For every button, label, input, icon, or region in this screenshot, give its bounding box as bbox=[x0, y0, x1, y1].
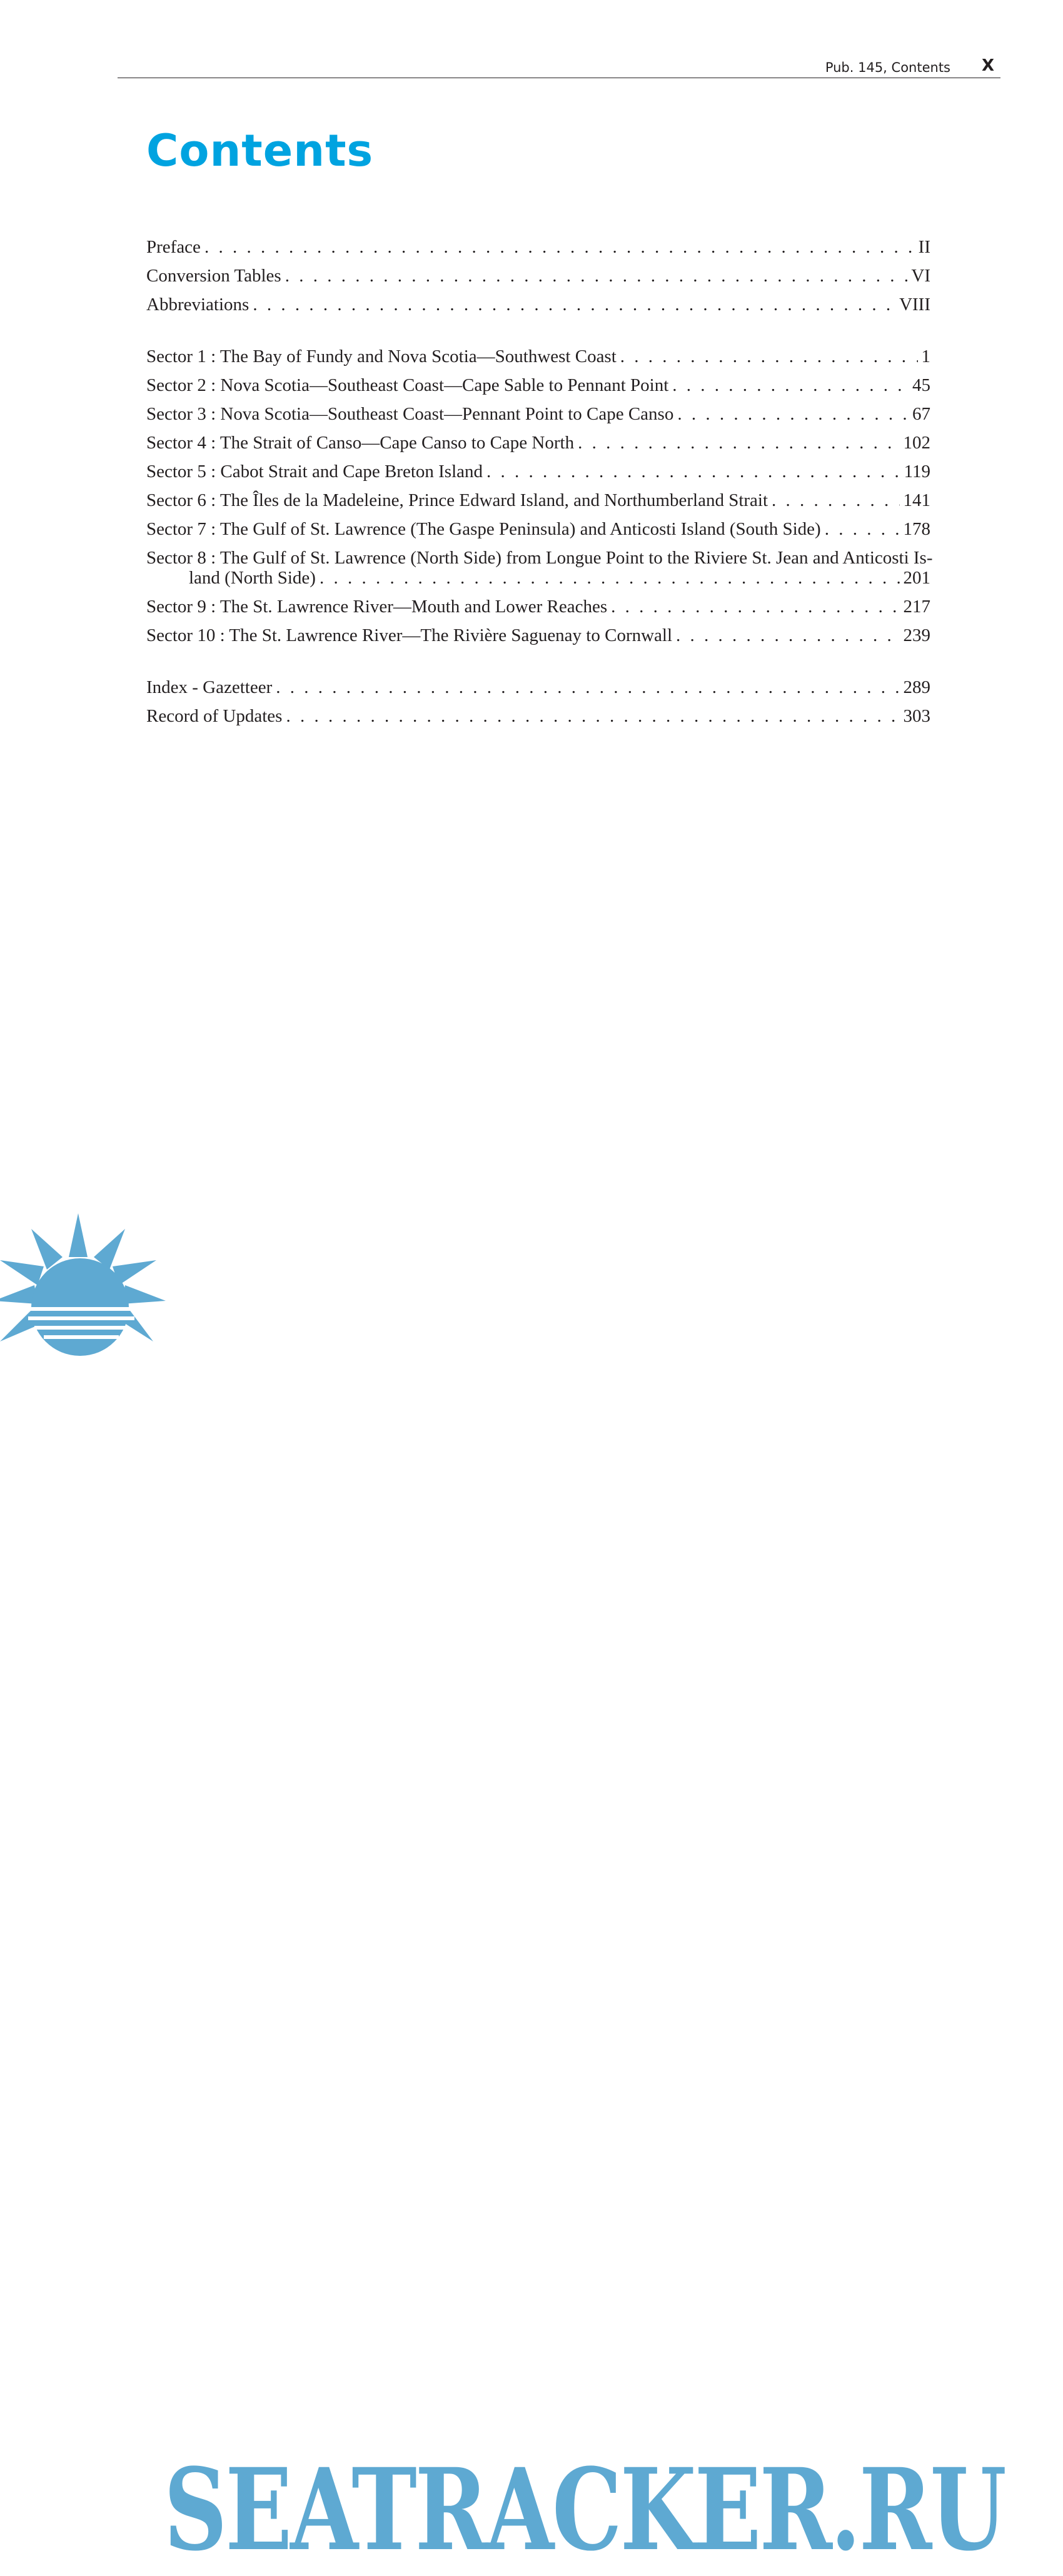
dot-leader bbox=[772, 486, 899, 515]
toc-label: Record of Updates bbox=[146, 706, 283, 726]
toc-entry-sector-9[interactable] bbox=[146, 592, 930, 621]
toc-sectors bbox=[146, 342, 933, 650]
toc-entry-abbreviations[interactable] bbox=[146, 290, 930, 319]
table-of-contents bbox=[146, 233, 933, 754]
toc-label-line-2 bbox=[146, 568, 930, 588]
dot-leader bbox=[677, 400, 909, 428]
toc-entry-sector-3[interactable] bbox=[146, 400, 930, 428]
toc-page: 45 bbox=[912, 375, 930, 395]
toc-page: 217 bbox=[903, 597, 930, 617]
toc-label: Sector 4 : The Strait of Canso—Cape Canso to Cape North bbox=[146, 433, 575, 453]
toc-page: 289 bbox=[903, 677, 930, 697]
toc-entry-record-of-updates[interactable] bbox=[146, 702, 930, 730]
dot-leader bbox=[578, 428, 899, 457]
dot-leader bbox=[253, 290, 895, 319]
toc-page: VI bbox=[911, 266, 930, 286]
toc-label: Sector 9 : The St. Lawrence River—Mouth and Lower Reaches bbox=[146, 597, 608, 617]
toc-page: 102 bbox=[903, 433, 930, 453]
toc-page: II bbox=[918, 237, 930, 257]
toc-entry-index[interactable] bbox=[146, 673, 930, 702]
sun-logo-icon bbox=[0, 1213, 169, 1376]
dot-leader bbox=[320, 568, 900, 588]
page-title: Contents bbox=[146, 125, 374, 176]
dot-leader bbox=[672, 371, 909, 400]
dot-leader bbox=[676, 621, 899, 650]
toc-entry-conversion-tables[interactable] bbox=[146, 261, 930, 290]
dot-leader bbox=[620, 342, 918, 371]
dot-leader bbox=[486, 457, 900, 486]
running-header bbox=[118, 58, 1000, 78]
toc-page: 303 bbox=[903, 706, 930, 726]
header-page-number: X bbox=[981, 56, 994, 75]
toc-label: Abbreviations bbox=[146, 295, 249, 315]
toc-entry-sector-1[interactable] bbox=[146, 342, 930, 371]
watermark bbox=[0, 1213, 1063, 2576]
toc-entry-preface[interactable] bbox=[146, 233, 930, 261]
toc-page: 67 bbox=[912, 404, 930, 424]
toc-front-matter bbox=[146, 233, 930, 319]
toc-page: 178 bbox=[903, 519, 930, 539]
toc-label: Sector 3 : Nova Scotia—Southeast Coast—Pennant Point to Cape Canso bbox=[146, 404, 674, 424]
toc-entry-sector-8[interactable] bbox=[146, 548, 933, 588]
dot-leader bbox=[276, 673, 899, 702]
toc-page: 1 bbox=[921, 346, 930, 366]
header-title: Pub. 145, Contents bbox=[825, 60, 950, 75]
toc-label: land (North Side) bbox=[189, 568, 316, 588]
toc-label: Sector 6 : The Îles de la Madeleine, Prince Edward Island, and Northumberland Strait bbox=[146, 490, 768, 510]
toc-label: Sector 10 : The St. Lawrence River—The Rivière Saguenay to Cornwall bbox=[146, 625, 673, 645]
toc-entry-sector-2[interactable] bbox=[146, 371, 930, 400]
toc-label: Sector 7 : The Gulf of St. Lawrence (The Gaspe Peninsula) and Anticosti Island (South Side) bbox=[146, 519, 821, 539]
toc-entry-sector-10[interactable] bbox=[146, 621, 930, 650]
watermark-text: SEATRACKER.RU bbox=[164, 2444, 1005, 2576]
dot-leader bbox=[286, 702, 899, 730]
toc-label-line-1: Sector 8 : The Gulf of St. Lawrence (North Side) from Longue Point to the Riviere St. Jean and Anticosti Is- bbox=[146, 548, 933, 568]
toc-label: Preface bbox=[146, 237, 201, 257]
toc-page: 119 bbox=[904, 462, 930, 482]
toc-entry-sector-7[interactable] bbox=[146, 515, 930, 543]
toc-page: 201 bbox=[903, 568, 930, 588]
toc-label: Sector 5 : Cabot Strait and Cape Breton Island bbox=[146, 462, 483, 482]
dot-leader bbox=[285, 261, 908, 290]
toc-entry-sector-4[interactable] bbox=[146, 428, 930, 457]
toc-entry-sector-5[interactable] bbox=[146, 457, 930, 486]
toc-page: VIII bbox=[899, 295, 930, 315]
toc-back-matter bbox=[146, 673, 930, 730]
toc-page: 141 bbox=[903, 490, 930, 510]
dot-leader bbox=[611, 592, 899, 621]
toc-label: Index - Gazetteer bbox=[146, 677, 273, 697]
toc-page: 239 bbox=[903, 625, 930, 645]
dot-leader bbox=[204, 233, 915, 261]
toc-label: Sector 1 : The Bay of Fundy and Nova Scotia—Southwest Coast bbox=[146, 346, 617, 366]
dot-leader bbox=[825, 515, 900, 543]
toc-label: Conversion Tables bbox=[146, 266, 281, 286]
toc-entry-sector-6[interactable] bbox=[146, 486, 930, 515]
toc-label: Sector 2 : Nova Scotia—Southeast Coast—Cape Sable to Pennant Point bbox=[146, 375, 669, 395]
